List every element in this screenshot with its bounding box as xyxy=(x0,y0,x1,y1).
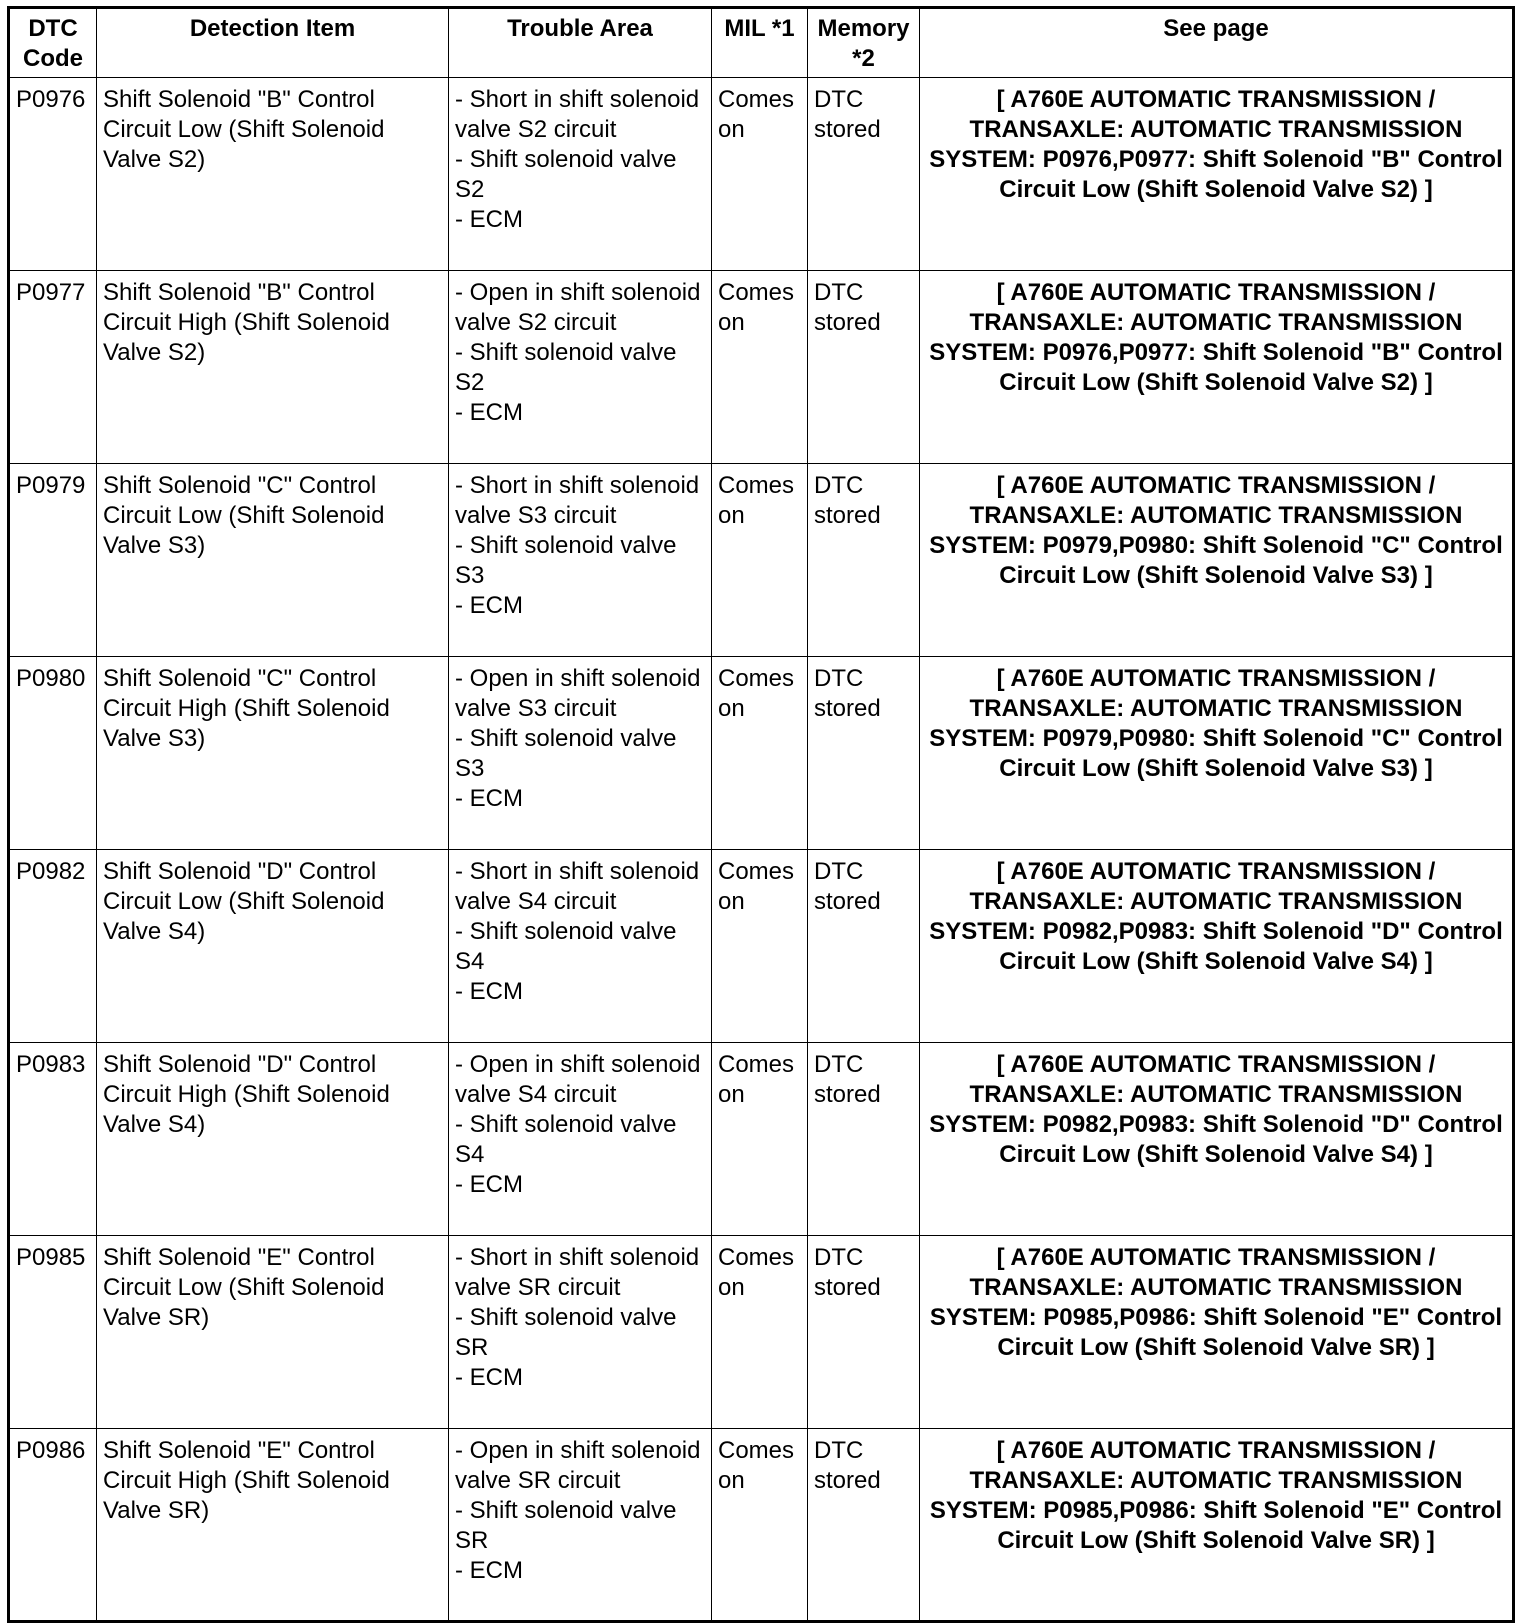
header-memory: Memory *2 xyxy=(808,8,920,78)
mil-cell: Comes on xyxy=(712,850,808,1043)
detection-item-cell: Shift Solenoid "B" Control Circuit High (Shift Solenoid Valve S2) xyxy=(97,271,449,464)
trouble-area-line: - Short in shift solenoid valve S4 circuit xyxy=(455,858,700,915)
see-page-link: [ A760E AUTOMATIC TRANSMISSION / TRANSAXLE: AUTOMATIC TRANSMISSION SYSTEM: P0982,P0983: Shift Solenoid "D" Control Circuit Low (Shift Solenoid Valve S4) ] xyxy=(920,1043,1514,1236)
dtc-code-cell: P0976 xyxy=(9,78,97,271)
trouble-area-line: - ECM xyxy=(455,592,523,619)
trouble-area-line: - Shift solenoid valve S2 xyxy=(455,146,677,203)
trouble-area-line: - Shift solenoid valve SR xyxy=(455,1497,677,1554)
mil-cell: Comes on xyxy=(712,78,808,271)
trouble-area-line: - Short in shift solenoid valve S3 circuit xyxy=(455,472,700,529)
trouble-area-line: - Shift solenoid valve SR xyxy=(455,1304,677,1361)
see-page-link: [ A760E AUTOMATIC TRANSMISSION / TRANSAXLE: AUTOMATIC TRANSMISSION SYSTEM: P0976,P0977: Shift Solenoid "B" Control Circuit Low (Shift Solenoid Valve S2) ] xyxy=(920,271,1514,464)
trouble-area-line: - Shift solenoid valve S3 xyxy=(455,725,677,782)
header-dtc-code: DTC Code xyxy=(9,8,97,78)
table-row xyxy=(9,850,1514,1043)
header-row xyxy=(9,8,1514,78)
see-page-link: [ A760E AUTOMATIC TRANSMISSION / TRANSAXLE: AUTOMATIC TRANSMISSION SYSTEM: P0985,P0986: Shift Solenoid "E" Control Circuit Low (Shift Solenoid Valve SR) ] xyxy=(920,1429,1514,1622)
dtc-code-cell: P0983 xyxy=(9,1043,97,1236)
trouble-area-line: - Open in shift solenoid valve S2 circuit xyxy=(455,279,701,336)
trouble-area-cell xyxy=(449,78,712,271)
detection-item-cell: Shift Solenoid "B" Control Circuit Low (Shift Solenoid Valve S2) xyxy=(97,78,449,271)
dtc-code-cell: P0980 xyxy=(9,657,97,850)
dtc-code-cell: P0986 xyxy=(9,1429,97,1622)
trouble-area-line: - Open in shift solenoid valve S4 circuit xyxy=(455,1051,701,1108)
see-page-link: [ A760E AUTOMATIC TRANSMISSION / TRANSAXLE: AUTOMATIC TRANSMISSION SYSTEM: P0985,P0986: Shift Solenoid "E" Control Circuit Low (Shift Solenoid Valve SR) ] xyxy=(920,1236,1514,1429)
mil-cell: Comes on xyxy=(712,1043,808,1236)
mil-cell: Comes on xyxy=(712,657,808,850)
trouble-area-line: - ECM xyxy=(455,399,523,426)
trouble-area-line: - ECM xyxy=(455,1364,523,1391)
trouble-area-line: - Short in shift solenoid valve SR circuit xyxy=(455,1244,700,1301)
trouble-area-line: - Open in shift solenoid valve SR circuit xyxy=(455,1437,701,1494)
trouble-area-line: - Short in shift solenoid valve S2 circuit xyxy=(455,86,700,143)
detection-item-cell: Shift Solenoid "C" Control Circuit Low (Shift Solenoid Valve S3) xyxy=(97,464,449,657)
trouble-area-cell xyxy=(449,464,712,657)
detection-item-cell: Shift Solenoid "E" Control Circuit Low (Shift Solenoid Valve SR) xyxy=(97,1236,449,1429)
detection-item-cell: Shift Solenoid "C" Control Circuit High (Shift Solenoid Valve S3) xyxy=(97,657,449,850)
trouble-area-cell xyxy=(449,271,712,464)
memory-cell: DTC stored xyxy=(808,1043,920,1236)
dtc-table xyxy=(7,6,1515,1623)
header-detection-item: Detection Item xyxy=(97,8,449,78)
detection-item-cell: Shift Solenoid "D" Control Circuit Low (Shift Solenoid Valve S4) xyxy=(97,850,449,1043)
header-trouble-area: Trouble Area xyxy=(449,8,712,78)
trouble-area-cell xyxy=(449,1429,712,1622)
see-page-link: [ A760E AUTOMATIC TRANSMISSION / TRANSAXLE: AUTOMATIC TRANSMISSION SYSTEM: P0979,P0980: Shift Solenoid "C" Control Circuit Low (Shift Solenoid Valve S3) ] xyxy=(920,657,1514,850)
trouble-area-line: - Shift solenoid valve S4 xyxy=(455,918,677,975)
memory-cell: DTC stored xyxy=(808,850,920,1043)
detection-item-cell: Shift Solenoid "E" Control Circuit High (Shift Solenoid Valve SR) xyxy=(97,1429,449,1622)
see-page-link: [ A760E AUTOMATIC TRANSMISSION / TRANSAXLE: AUTOMATIC TRANSMISSION SYSTEM: P0982,P0983: Shift Solenoid "D" Control Circuit Low (Shift Solenoid Valve S4) ] xyxy=(920,850,1514,1043)
see-page-link: [ A760E AUTOMATIC TRANSMISSION / TRANSAXLE: AUTOMATIC TRANSMISSION SYSTEM: P0976,P0977: Shift Solenoid "B" Control Circuit Low (Shift Solenoid Valve S2) ] xyxy=(920,78,1514,271)
header-see-page: See page xyxy=(920,8,1514,78)
mil-cell: Comes on xyxy=(712,464,808,657)
trouble-area-line: - ECM xyxy=(455,785,523,812)
trouble-area-line: - ECM xyxy=(455,978,523,1005)
mil-cell: Comes on xyxy=(712,271,808,464)
trouble-area-line: - Shift solenoid valve S4 xyxy=(455,1111,677,1168)
mil-cell: Comes on xyxy=(712,1236,808,1429)
table-row xyxy=(9,657,1514,850)
trouble-area-line: - ECM xyxy=(455,1557,523,1584)
table-row xyxy=(9,1429,1514,1622)
dtc-code-cell: P0977 xyxy=(9,271,97,464)
trouble-area-line: - Shift solenoid valve S3 xyxy=(455,532,677,589)
table-row xyxy=(9,1043,1514,1236)
memory-cell: DTC stored xyxy=(808,271,920,464)
dtc-code-cell: P0979 xyxy=(9,464,97,657)
trouble-area-line: - ECM xyxy=(455,1171,523,1198)
trouble-area-line: - ECM xyxy=(455,206,523,233)
trouble-area-cell xyxy=(449,1236,712,1429)
memory-cell: DTC stored xyxy=(808,464,920,657)
trouble-area-cell xyxy=(449,850,712,1043)
table-row xyxy=(9,464,1514,657)
memory-cell: DTC stored xyxy=(808,78,920,271)
detection-item-cell: Shift Solenoid "D" Control Circuit High (Shift Solenoid Valve S4) xyxy=(97,1043,449,1236)
header-mil: MIL *1 xyxy=(712,8,808,78)
table-row xyxy=(9,271,1514,464)
memory-cell: DTC stored xyxy=(808,1429,920,1622)
dtc-code-cell: P0985 xyxy=(9,1236,97,1429)
trouble-area-line: - Shift solenoid valve S2 xyxy=(455,339,677,396)
memory-cell: DTC stored xyxy=(808,657,920,850)
trouble-area-cell xyxy=(449,1043,712,1236)
mil-cell: Comes on xyxy=(712,1429,808,1622)
table-row xyxy=(9,78,1514,271)
trouble-area-cell xyxy=(449,657,712,850)
memory-cell: DTC stored xyxy=(808,1236,920,1429)
see-page-link: [ A760E AUTOMATIC TRANSMISSION / TRANSAXLE: AUTOMATIC TRANSMISSION SYSTEM: P0979,P0980: Shift Solenoid "C" Control Circuit Low (Shift Solenoid Valve S3) ] xyxy=(920,464,1514,657)
trouble-area-line: - Open in shift solenoid valve S3 circuit xyxy=(455,665,701,722)
table-row xyxy=(9,1236,1514,1429)
dtc-code-cell: P0982 xyxy=(9,850,97,1043)
